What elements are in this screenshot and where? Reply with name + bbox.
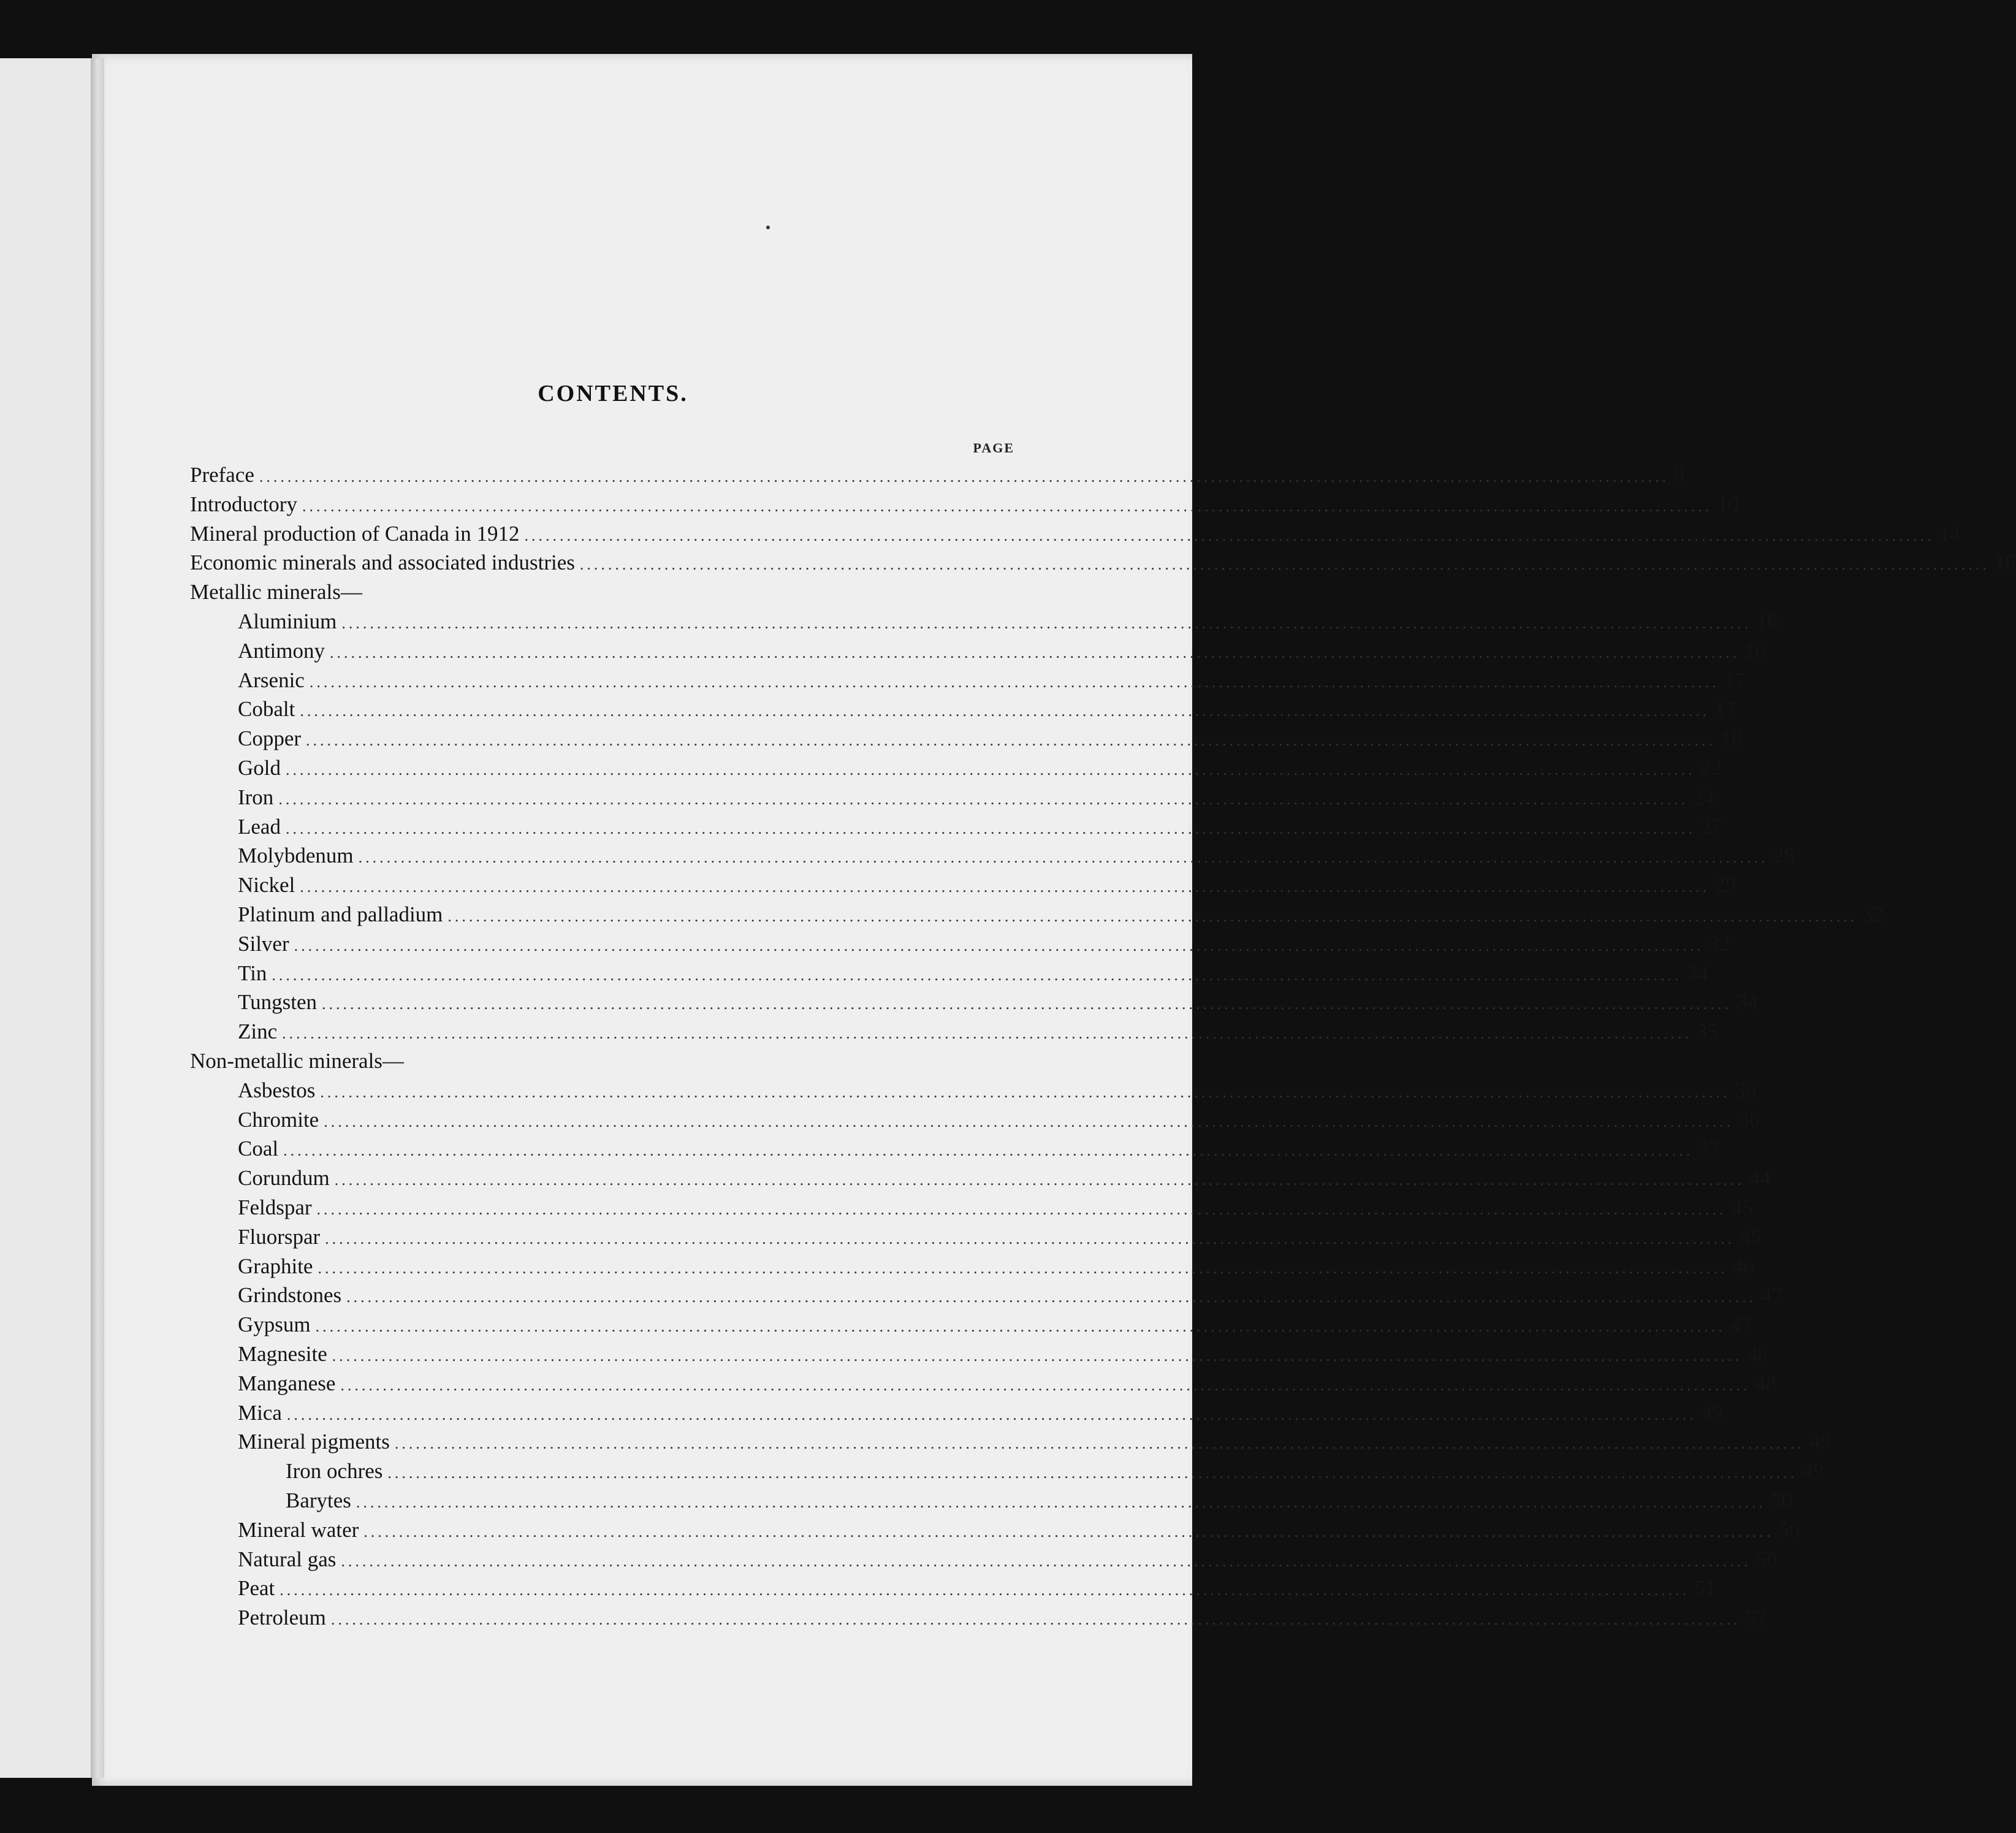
dot-leader: ........................................................................................................................................................................................................ <box>322 995 1732 1013</box>
toc-entry <box>238 1576 1716 1605</box>
toc-entry-page: 47 <box>1730 1313 1752 1337</box>
toc-entry-page: 16 <box>1994 551 2016 575</box>
toc-entry <box>238 638 1766 668</box>
toc-entry-label: Natural gas <box>238 1547 337 1571</box>
toc-entry <box>286 1459 1824 1488</box>
dot-leader: ........................................................................................................................................................................................................ <box>330 1610 1741 1629</box>
toc-entry <box>238 1107 1760 1137</box>
dot-leader: ........................................................................................................................................................................................................ <box>272 966 1682 984</box>
toc-entry-label: Grindstones <box>238 1283 342 1308</box>
toc-entry <box>190 463 1685 492</box>
toc-entry <box>238 726 1743 755</box>
toc-entry <box>238 1254 1754 1283</box>
toc-entry-label: Gold <box>238 756 281 780</box>
toc-entry-page: 50 <box>1755 1547 1778 1571</box>
toc-entry-label: Gypsum <box>238 1313 311 1337</box>
toc-entry-label: Petroleum <box>238 1606 326 1630</box>
dot-leader: ........................................................................................................................................................................................................ <box>363 1522 1774 1541</box>
toc-entry-label: Cobalt <box>238 697 295 722</box>
toc-entry-label: Economic minerals and associated industries <box>190 551 575 575</box>
toc-entry-page: 17 <box>1714 697 1736 722</box>
toc-entry <box>238 873 1736 902</box>
toc-entry-label: Molybdenum <box>238 844 354 868</box>
toc-entry-label: Iron ochres <box>286 1459 383 1484</box>
dot-leader: ........................................................................................................................................................................................................ <box>387 1464 1798 1482</box>
toc-entry-label: Zinc <box>238 1019 278 1044</box>
ink-speck <box>766 226 770 229</box>
dot-leader: ........................................................................................................................................................................................................ <box>332 1347 1742 1365</box>
toc-entry-page: 9 <box>1673 463 1685 487</box>
toc-entry-page: 32 <box>1708 931 1730 956</box>
toc-entry-page: 48 <box>1755 1371 1777 1395</box>
toc-entry-label: Antimony <box>238 638 325 663</box>
toc-entry-page: 51 <box>1694 1576 1716 1601</box>
toc-entry-page: 18 <box>1721 726 1743 751</box>
toc-entry-page: 44 <box>1749 1166 1771 1191</box>
toc-entry <box>238 990 1759 1019</box>
toc-entry-label: Magnesite <box>238 1342 327 1366</box>
toc-entry <box>238 1137 1720 1165</box>
toc-entry-label: Metallic minerals— <box>190 580 362 604</box>
toc-entry-label: Iron <box>238 785 274 809</box>
toc-entry-label: Copper <box>238 726 302 751</box>
dot-leader: ........................................................................................................................................................................................................ <box>524 526 1934 544</box>
dot-leader: ........................................................................................................................................................................................................ <box>259 468 1669 486</box>
dot-leader: ........................................................................................................................................................................................................ <box>340 1376 1751 1394</box>
dot-leader: ........................................................................................................................................................................................................ <box>341 614 1752 632</box>
dot-leader: ........................................................................................................................................................................................................ <box>447 907 1858 925</box>
dot-leader: ........................................................................................................................................................................................................ <box>318 1259 1728 1277</box>
toc-entry-page: 49 <box>1809 1430 1831 1454</box>
toc-entry-page: 36 <box>1738 1107 1760 1132</box>
left-page-edge <box>0 58 104 1778</box>
dot-leader: ........................................................................................................................................................................................................ <box>285 819 1695 837</box>
dot-leader: ........................................................................................................................................................................................................ <box>306 731 1716 750</box>
toc-entry <box>238 1430 1831 1458</box>
toc-entry <box>238 756 1722 785</box>
toc-entry-label: Mineral pigments <box>238 1430 390 1454</box>
page-column-header: PAGE <box>973 440 1014 455</box>
toc-entry-page: 35 <box>1697 1019 1719 1044</box>
toc-entry <box>238 697 1736 726</box>
toc-entry-page: 24 <box>1693 785 1715 809</box>
page-gutter <box>91 58 104 1778</box>
toc-entry-page: 48 <box>1746 1342 1768 1366</box>
toc-entry-page: 49 <box>1802 1459 1824 1484</box>
toc-entry-page: 47 <box>1761 1283 1783 1308</box>
dot-leader: ........................................................................................................................................................................................................ <box>286 1405 1697 1423</box>
toc-entry-page: 22 <box>1700 756 1722 780</box>
toc-entry <box>238 814 1722 844</box>
dot-leader: ........................................................................................................................................................................................................ <box>394 1435 1805 1453</box>
toc-entry <box>238 785 1715 814</box>
toc-entry-page: 45 <box>1731 1195 1753 1219</box>
dot-leader: ........................................................................................................................................................................................................ <box>324 1112 1734 1130</box>
toc-entry-label: Mineral water <box>238 1517 359 1542</box>
toc-entry <box>238 1606 1767 1634</box>
dot-leader: ........................................................................................................................................................................................................ <box>294 936 1704 955</box>
toc-entry <box>238 609 1778 638</box>
dot-leader: ........................................................................................................................................................................................................ <box>334 1171 1744 1189</box>
toc-entry-page: 50 <box>1778 1517 1800 1542</box>
dot-leader: ........................................................................................................................................................................................................ <box>315 1317 1725 1336</box>
dot-leader: ........................................................................................................................................................................................................ <box>346 1288 1757 1306</box>
toc-entry-label: Mica <box>238 1400 282 1425</box>
toc-entry-label: Fluorspar <box>238 1224 321 1249</box>
toc-entry-page: 50 <box>1770 1488 1792 1512</box>
toc-entry-label: Tin <box>238 961 267 985</box>
toc-entry-page: 46 <box>1732 1254 1754 1278</box>
toc-entry-label: Aluminium <box>238 609 337 633</box>
toc-entry-label: Tungsten <box>238 990 318 1015</box>
toc-entry-page: 16 <box>1744 638 1766 663</box>
toc-entry <box>238 1283 1783 1312</box>
toc-entry-label: Silver <box>238 931 289 956</box>
toc-entry <box>238 1224 1762 1254</box>
toc-entry-label: Nickel <box>238 873 295 897</box>
toc-entry-label: Graphite <box>238 1254 313 1278</box>
toc-entry <box>238 1517 1800 1547</box>
toc-entry <box>238 1313 1752 1341</box>
dot-leader: ........................................................................................................................................................................................................ <box>358 848 1768 867</box>
toc-entry-page: 37 <box>1698 1137 1720 1161</box>
dot-leader: ........................................................................................................................................................................................................ <box>341 1552 1751 1570</box>
toc-entry <box>190 1049 1014 1078</box>
dot-leader: ........................................................................................................................................................................................................ <box>316 1200 1727 1218</box>
toc-entry-label: Manganese <box>238 1371 336 1395</box>
toc-entry-page: 14 <box>1939 521 1961 546</box>
toc-entry-label: Peat <box>238 1576 275 1601</box>
toc-entry <box>190 492 1738 521</box>
dot-leader: ........................................................................................................................................................................................................ <box>320 1083 1730 1101</box>
toc-entry-label: Coal <box>238 1137 279 1161</box>
toc-entry <box>238 1342 1768 1371</box>
toc-entry <box>238 1371 1777 1400</box>
toc-entry <box>286 1488 1792 1517</box>
toc-entry-label: Lead <box>238 814 281 839</box>
dot-leader: ........................................................................................................................................................................................................ <box>300 702 1710 720</box>
toc-entry <box>238 931 1730 961</box>
toc-entry-label: Arsenic <box>238 668 305 692</box>
toc-entry <box>238 668 1746 697</box>
toc-entry <box>190 580 1014 609</box>
dot-leader: ........................................................................................................................................................................................................ <box>579 555 1990 574</box>
dot-leader: ........................................................................................................................................................................................................ <box>278 790 1689 808</box>
dot-leader: ........................................................................................................................................................................................................ <box>356 1493 1766 1511</box>
toc-entry-label: Platinum and palladium <box>238 902 443 926</box>
toc-entry-page: 32 <box>1862 902 1884 926</box>
toc-entry-label: Corundum <box>238 1166 330 1191</box>
dot-leader: ........................................................................................................................................................................................................ <box>286 761 1695 779</box>
toc-entry <box>238 902 1884 931</box>
dot-leader: ........................................................................................................................................................................................................ <box>302 497 1712 515</box>
toc-entry <box>238 844 1795 872</box>
dot-leader: ........................................................................................................................................................................................................ <box>300 878 1710 896</box>
toc-entry-page: 10 <box>1716 492 1738 516</box>
toc-entry-label: Preface <box>190 463 254 487</box>
dot-leader: ........................................................................................................................................................................................................ <box>280 1581 1690 1599</box>
toc-entry <box>238 1078 1757 1107</box>
toc-entry-label: Non-metallic minerals— <box>190 1049 404 1073</box>
toc-entry <box>238 1400 1723 1430</box>
dot-leader: ........................................................................................................................................................................................................ <box>309 673 1719 691</box>
toc-entry-page: 17 <box>1724 668 1746 692</box>
toc-entry-page: 29 <box>1714 873 1736 897</box>
dot-leader: ........................................................................................................................................................................................................ <box>329 643 1740 661</box>
toc-entry-label: Feldspar <box>238 1195 312 1219</box>
toc-entry-page: 34 <box>1736 990 1759 1015</box>
toc-entry <box>190 551 2016 579</box>
toc-entry <box>238 1195 1753 1224</box>
toc-entry <box>238 961 1708 990</box>
dot-leader: ........................................................................................................................................................................................................ <box>282 1024 1692 1043</box>
toc-entry-page: 45 <box>1740 1224 1762 1249</box>
toc-entry-page: 28 <box>1773 844 1795 868</box>
contents-title: CONTENTS. <box>538 381 688 406</box>
dot-leader: ........................................................................................................................................................................................................ <box>325 1229 1735 1248</box>
toc-entry-label: Introductory <box>190 492 297 516</box>
toc-entry <box>238 1019 1719 1048</box>
toc-entry-page: 27 <box>1700 814 1722 839</box>
toc-entry-label: Chromite <box>238 1107 319 1132</box>
toc-entry-page: 36 <box>1735 1078 1757 1102</box>
toc-entry-page: 34 <box>1686 961 1708 985</box>
toc-entry-label: Barytes <box>286 1488 351 1512</box>
toc-entry <box>238 1547 1778 1576</box>
toc-entry <box>190 521 1961 551</box>
toc-entry-label: Mineral production of Canada in 1912 <box>190 521 520 546</box>
toc-entry <box>238 1166 1771 1195</box>
dot-leader: ........................................................................................................................................................................................................ <box>283 1141 1694 1160</box>
toc-entry-page: 16 <box>1756 609 1778 633</box>
toc-entry-page: 52 <box>1745 1606 1767 1630</box>
toc-entry-label: Asbestos <box>238 1078 316 1102</box>
toc-entry-page: 49 <box>1701 1400 1723 1425</box>
